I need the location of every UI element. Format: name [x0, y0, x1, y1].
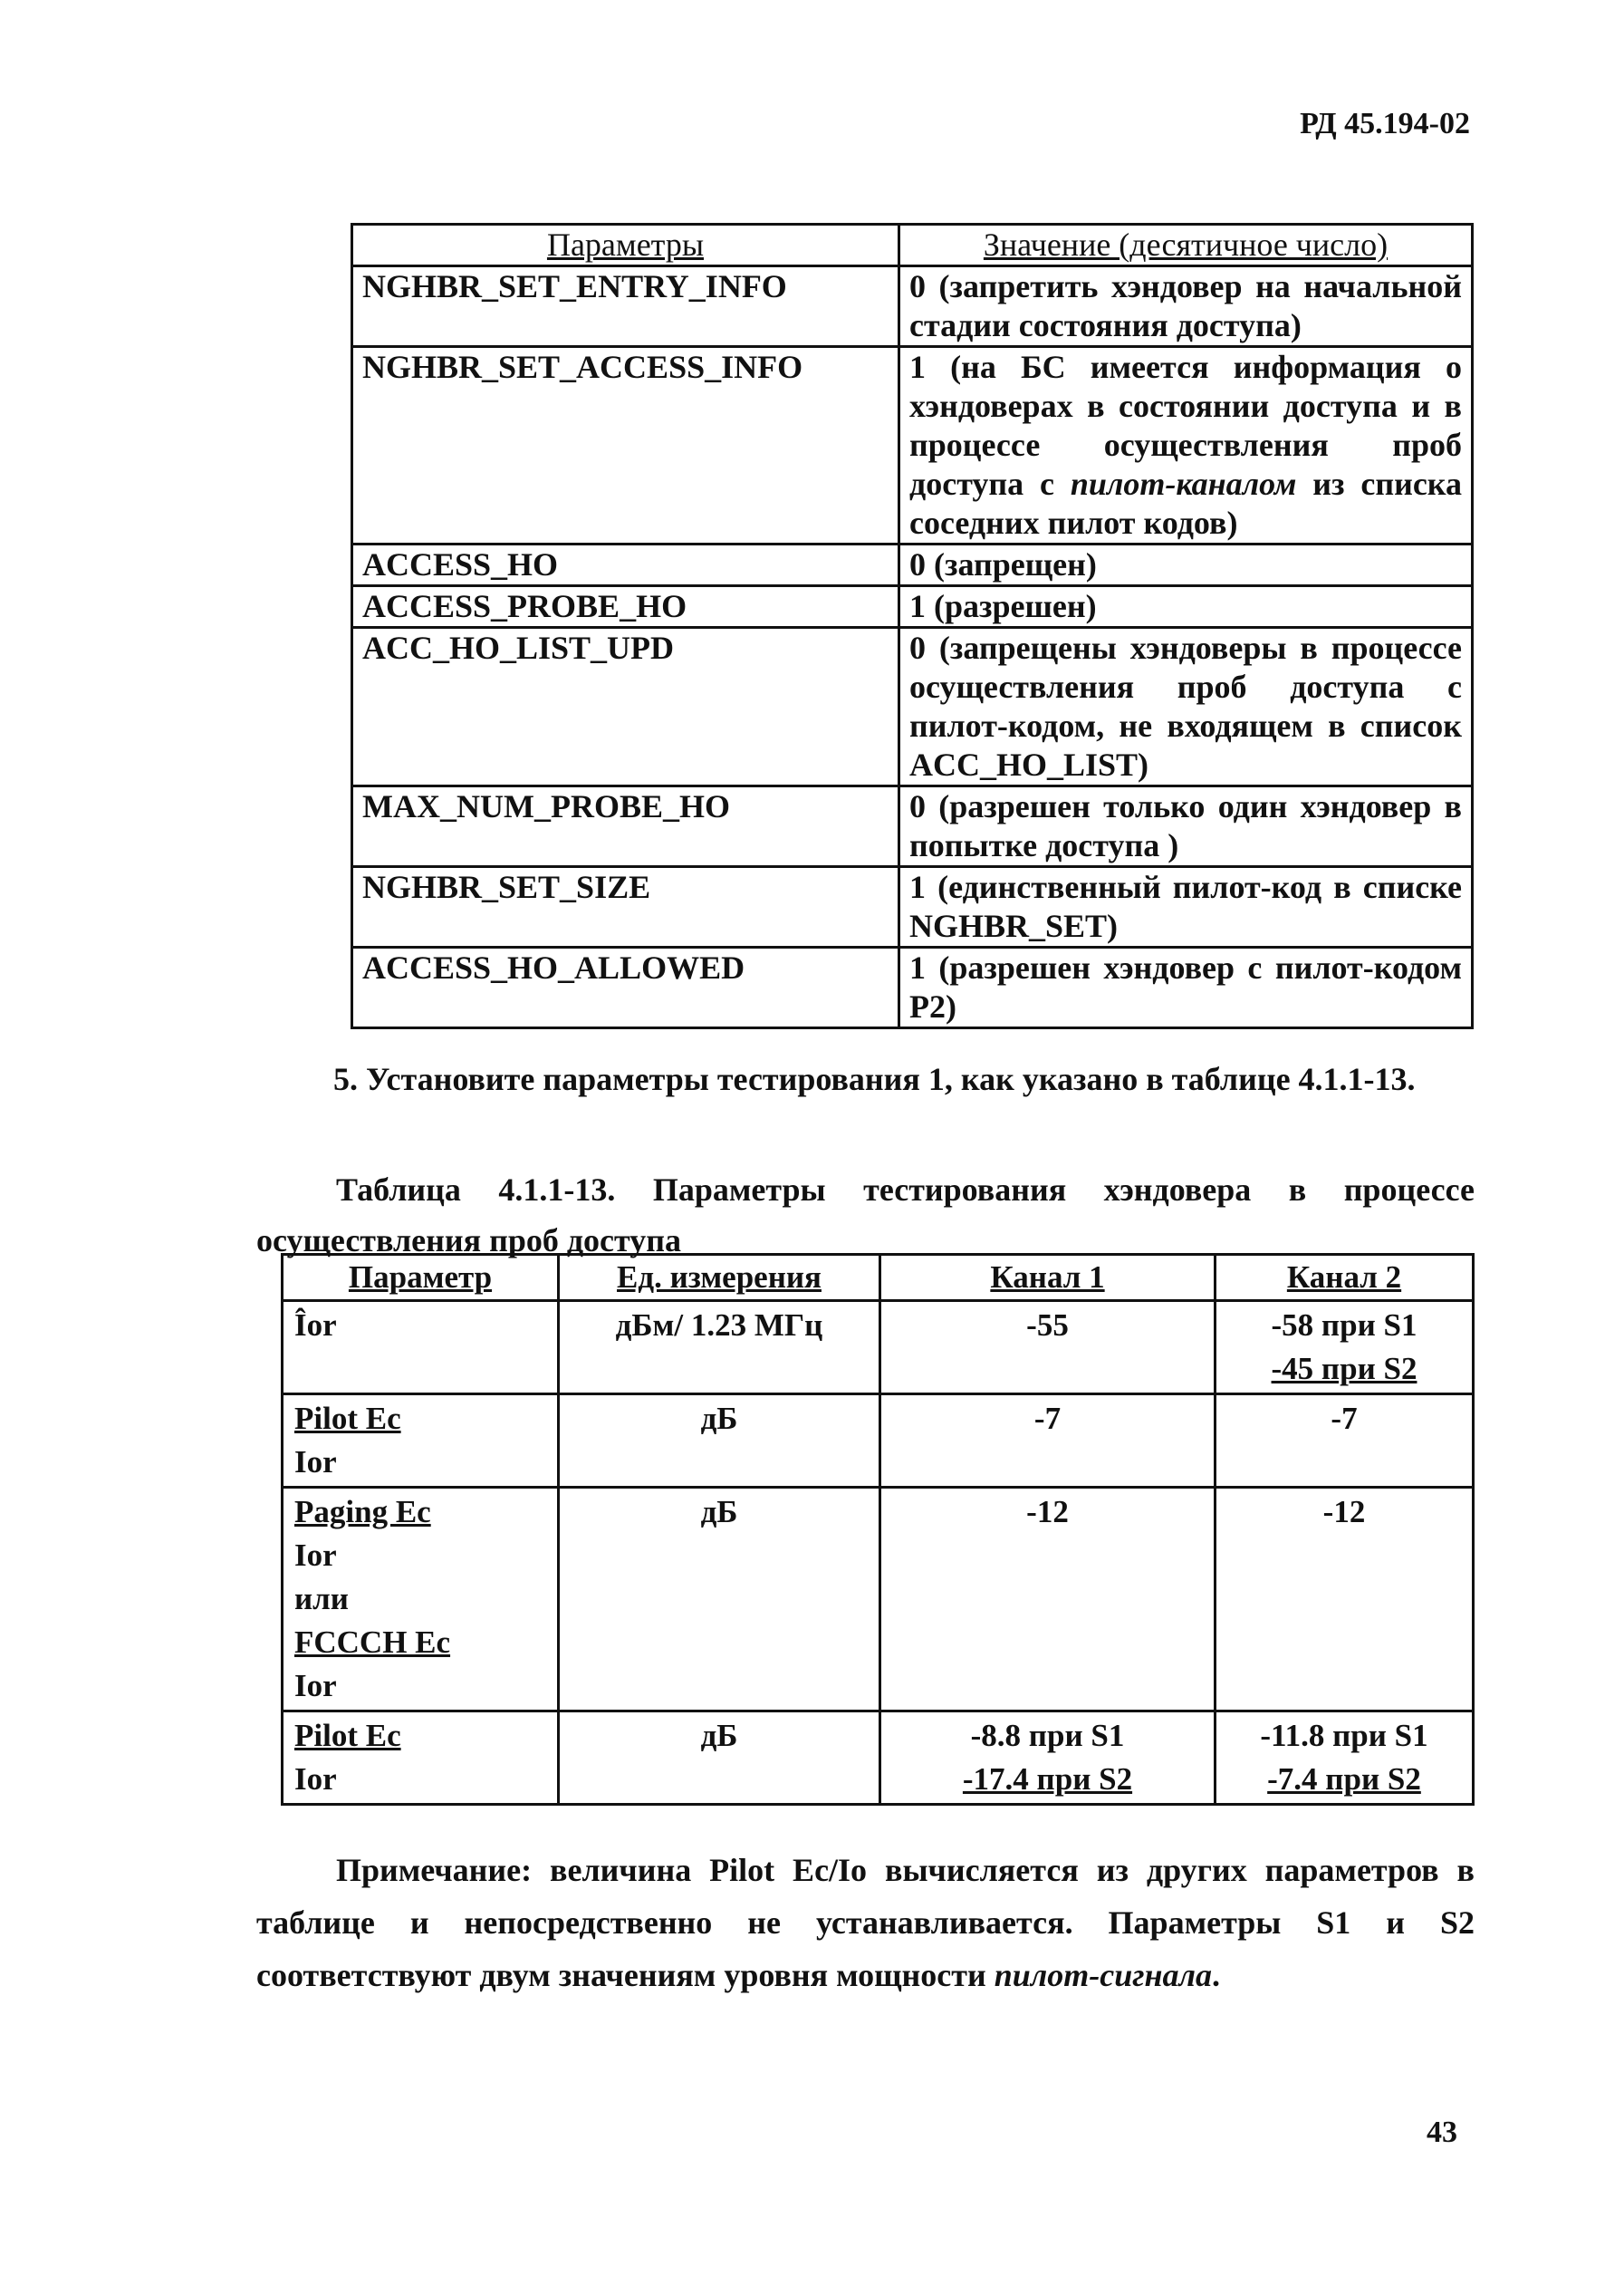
channel-2-cell	[1216, 1711, 1474, 1805]
table-row	[352, 347, 1473, 545]
param-cell: NGHBR_SET_ENTRY_INFO	[352, 266, 899, 347]
param-cell: NGHBR_SET_ACCESS_INFO	[352, 347, 899, 545]
param-cell: ACCESS_HO	[352, 545, 899, 586]
param-line: или	[294, 1581, 349, 1616]
value-line: -12	[1322, 1494, 1366, 1529]
value-cell: 1 (единственный пилот-код в списке NGHBR_SET)	[899, 867, 1473, 948]
param-line: Pilot Ec	[294, 1401, 401, 1436]
param-line: Ior	[294, 1761, 337, 1797]
value-text: из списка соседних пилот кодов)	[909, 466, 1462, 541]
value-line: -7	[1033, 1401, 1062, 1436]
value-line: -45 при S2	[1271, 1351, 1417, 1386]
param-cell	[283, 1301, 559, 1394]
value-cell: 0 (запрещен)	[899, 545, 1473, 586]
test-parameters-table	[281, 1253, 1475, 1806]
note-italic-text: пилот-сигнала	[994, 1957, 1212, 1993]
param-line: FCCCH Ec	[294, 1624, 451, 1660]
table-row	[352, 948, 1473, 1028]
table-row	[352, 867, 1473, 948]
param-cell: NGHBR_SET_SIZE	[352, 867, 899, 948]
table-caption: Таблица 4.1.1-13. Параметры тестирования хэндовера в процессе осуществления проб доступа	[256, 1171, 1475, 1258]
column-header-value: Значение (десятичное число)	[899, 225, 1473, 266]
param-line: Ior	[294, 1444, 337, 1480]
table-row	[283, 1711, 1474, 1805]
param-line: Îor	[294, 1307, 337, 1343]
value-line: -12	[1026, 1494, 1069, 1529]
value-line: -58 при S1	[1271, 1307, 1417, 1343]
param-cell: MAX_NUM_PROBE_HO	[352, 786, 899, 867]
table-row	[352, 545, 1473, 586]
value-cell	[899, 347, 1473, 545]
value-line: -11.8 при S1	[1260, 1718, 1428, 1753]
param-line: Ior	[294, 1668, 337, 1703]
channel-2-cell	[1216, 1301, 1474, 1394]
param-cell: ACCESS_HO_ALLOWED	[352, 948, 899, 1028]
param-line: Ior	[294, 1538, 337, 1573]
channel-1-cell	[880, 1711, 1216, 1805]
value-italic-text: пилот-каналом	[1070, 466, 1297, 502]
value-cell: 0 (запретить хэндовер на начальной стадии состояния доступа)	[899, 266, 1473, 347]
param-line: Paging Ec	[294, 1494, 431, 1529]
value-line: -7	[1331, 1401, 1358, 1436]
table-row	[352, 628, 1473, 786]
unit-cell: дБм/ 1.23 МГц	[559, 1301, 880, 1394]
value-cell: 0 (разрешен только один хэндовер в попытке доступа )	[899, 786, 1473, 867]
param-line: Pilot Ec	[294, 1718, 401, 1753]
channel-2-cell	[1216, 1394, 1474, 1488]
column-header-channel-2: Канал 2	[1216, 1255, 1474, 1301]
value-cell: 1 (разрешен хэндовер с пилот-кодом P2)	[899, 948, 1473, 1028]
table-row	[283, 1301, 1474, 1394]
unit-cell: дБ	[559, 1394, 880, 1488]
channel-2-cell	[1216, 1488, 1474, 1711]
step-5-instruction: 5. Установите параметры тестирования 1, как указано в таблице 4.1.1-13.	[333, 1061, 1416, 1097]
note-paragraph	[256, 1844, 1475, 2001]
param-cell: ACC_HO_LIST_UPD	[352, 628, 899, 786]
value-line: -7.4 при S2	[1267, 1761, 1421, 1797]
table-row	[283, 1488, 1474, 1711]
param-cell	[283, 1394, 559, 1488]
table-header-row	[283, 1255, 1474, 1301]
value-cell: 1 (разрешен)	[899, 586, 1473, 628]
column-header-param: Параметры	[352, 225, 899, 266]
channel-1-cell	[880, 1394, 1216, 1488]
column-header-param: Параметр	[283, 1255, 559, 1301]
value-cell: 0 (запрещены хэндоверы в процессе осуществления проб доступа с пилот-кодом, не входящем в список ACC_HO_LIST)	[899, 628, 1473, 786]
column-header-unit: Ед. измерения	[559, 1255, 880, 1301]
table-row	[352, 786, 1473, 867]
param-cell	[283, 1711, 559, 1805]
value-line: -8.8 при S1	[970, 1718, 1125, 1753]
table-row	[352, 586, 1473, 628]
unit-cell: дБ	[559, 1488, 880, 1711]
table-row	[352, 266, 1473, 347]
param-cell: ACCESS_PROBE_HO	[352, 586, 899, 628]
column-header-channel-1: Канал 1	[880, 1255, 1216, 1301]
channel-1-cell	[880, 1488, 1216, 1711]
value-line: -55	[1026, 1307, 1069, 1343]
value-line: -17.4 при S2	[962, 1761, 1133, 1797]
value-text: 1 (на БС имеется информация о хэндоверах в состоянии доступа и в процессе осуществления проб доступа с	[909, 349, 1462, 502]
param-cell	[283, 1488, 559, 1711]
page-number: 43	[1427, 2116, 1457, 2149]
parameters-table	[351, 223, 1474, 1029]
document-code: РД 45.194-02	[1300, 107, 1470, 140]
table-header-row	[352, 225, 1473, 266]
note-text: .	[1211, 1957, 1220, 1993]
channel-1-cell	[880, 1301, 1216, 1394]
table-row	[283, 1394, 1474, 1488]
unit-cell: дБ	[559, 1711, 880, 1805]
note-text: Примечание: величина Pilot Ec/Io вычисляется из других параметров в таблице и непосредственно не устанавливается. Параметры S1 и S2 соответствуют двум значениям уровня мощности	[256, 1852, 1475, 1993]
